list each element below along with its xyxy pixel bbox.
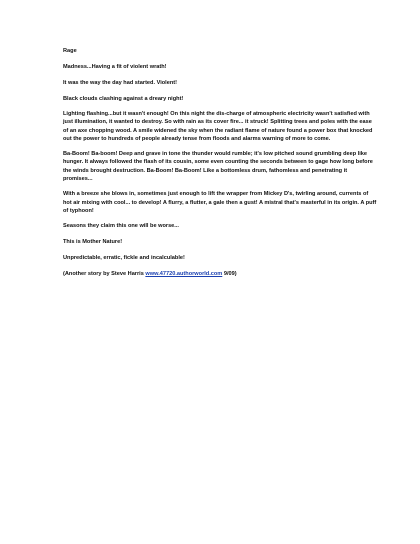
paragraph-black-clouds: Black clouds clashing against a dreary night! [63, 95, 184, 102]
credit-line [63, 270, 378, 278]
author-website-link[interactable]: www.47720.authorworld.com [145, 270, 223, 277]
document-title: Rage [63, 48, 77, 54]
paragraph-day-started: It was the way the day had started. Violent! [63, 79, 177, 86]
paragraph-mother-nature: This is Mother Nature! [63, 239, 123, 246]
paragraph-seasons: Seasons they claim this one will be worse... [63, 223, 179, 230]
paragraph-madness: Madness...Having a fit of violent wrath! [63, 63, 167, 70]
credit-prefix: (Another story by Steve Harris [63, 270, 146, 277]
credit-suffix: 9/09) [222, 270, 237, 277]
paragraph-thunder: Ba-Boom! Ba-boom! Deep and grave in tone the thunder would rumble; it's low pitched sound grumbling deep like hunger. It always followed the flash of its cousin, some even counting the seconds between to gage how long before the winds brought destruction. Ba-Boom! Ba-Boom! Like a bottomless drum, fathomless and penetrating it promises... [63, 151, 373, 182]
paragraph-lightning: Lighting flashing...but it wasn't enough! On this night the dis-charge of atmospheric electricity wasn't satisfied with just illumination, it wanted to destroy. So with rain as its cover fire... it struck! Splitting trees and poles with the ease of an axe chopping wood. A smile widened the sky when the radiant flame of nature found a power box that knocked out the power to hundreds of people already tense from floods and alarms warning of more to come. [63, 111, 373, 142]
paragraph-breeze: With a breeze she blows in, sometimes just enough to lift the wrapper from Mickey D's, twirling around, currents of hot air mixing with cool... to develop! A flurry, a flutter, a gale then a gust! A mistral that's masterful in its origin. A puff of typhoon! [63, 191, 377, 214]
paragraph-unpredictable: Unpredictable, erratic, fickle and incalculable! [63, 254, 185, 261]
